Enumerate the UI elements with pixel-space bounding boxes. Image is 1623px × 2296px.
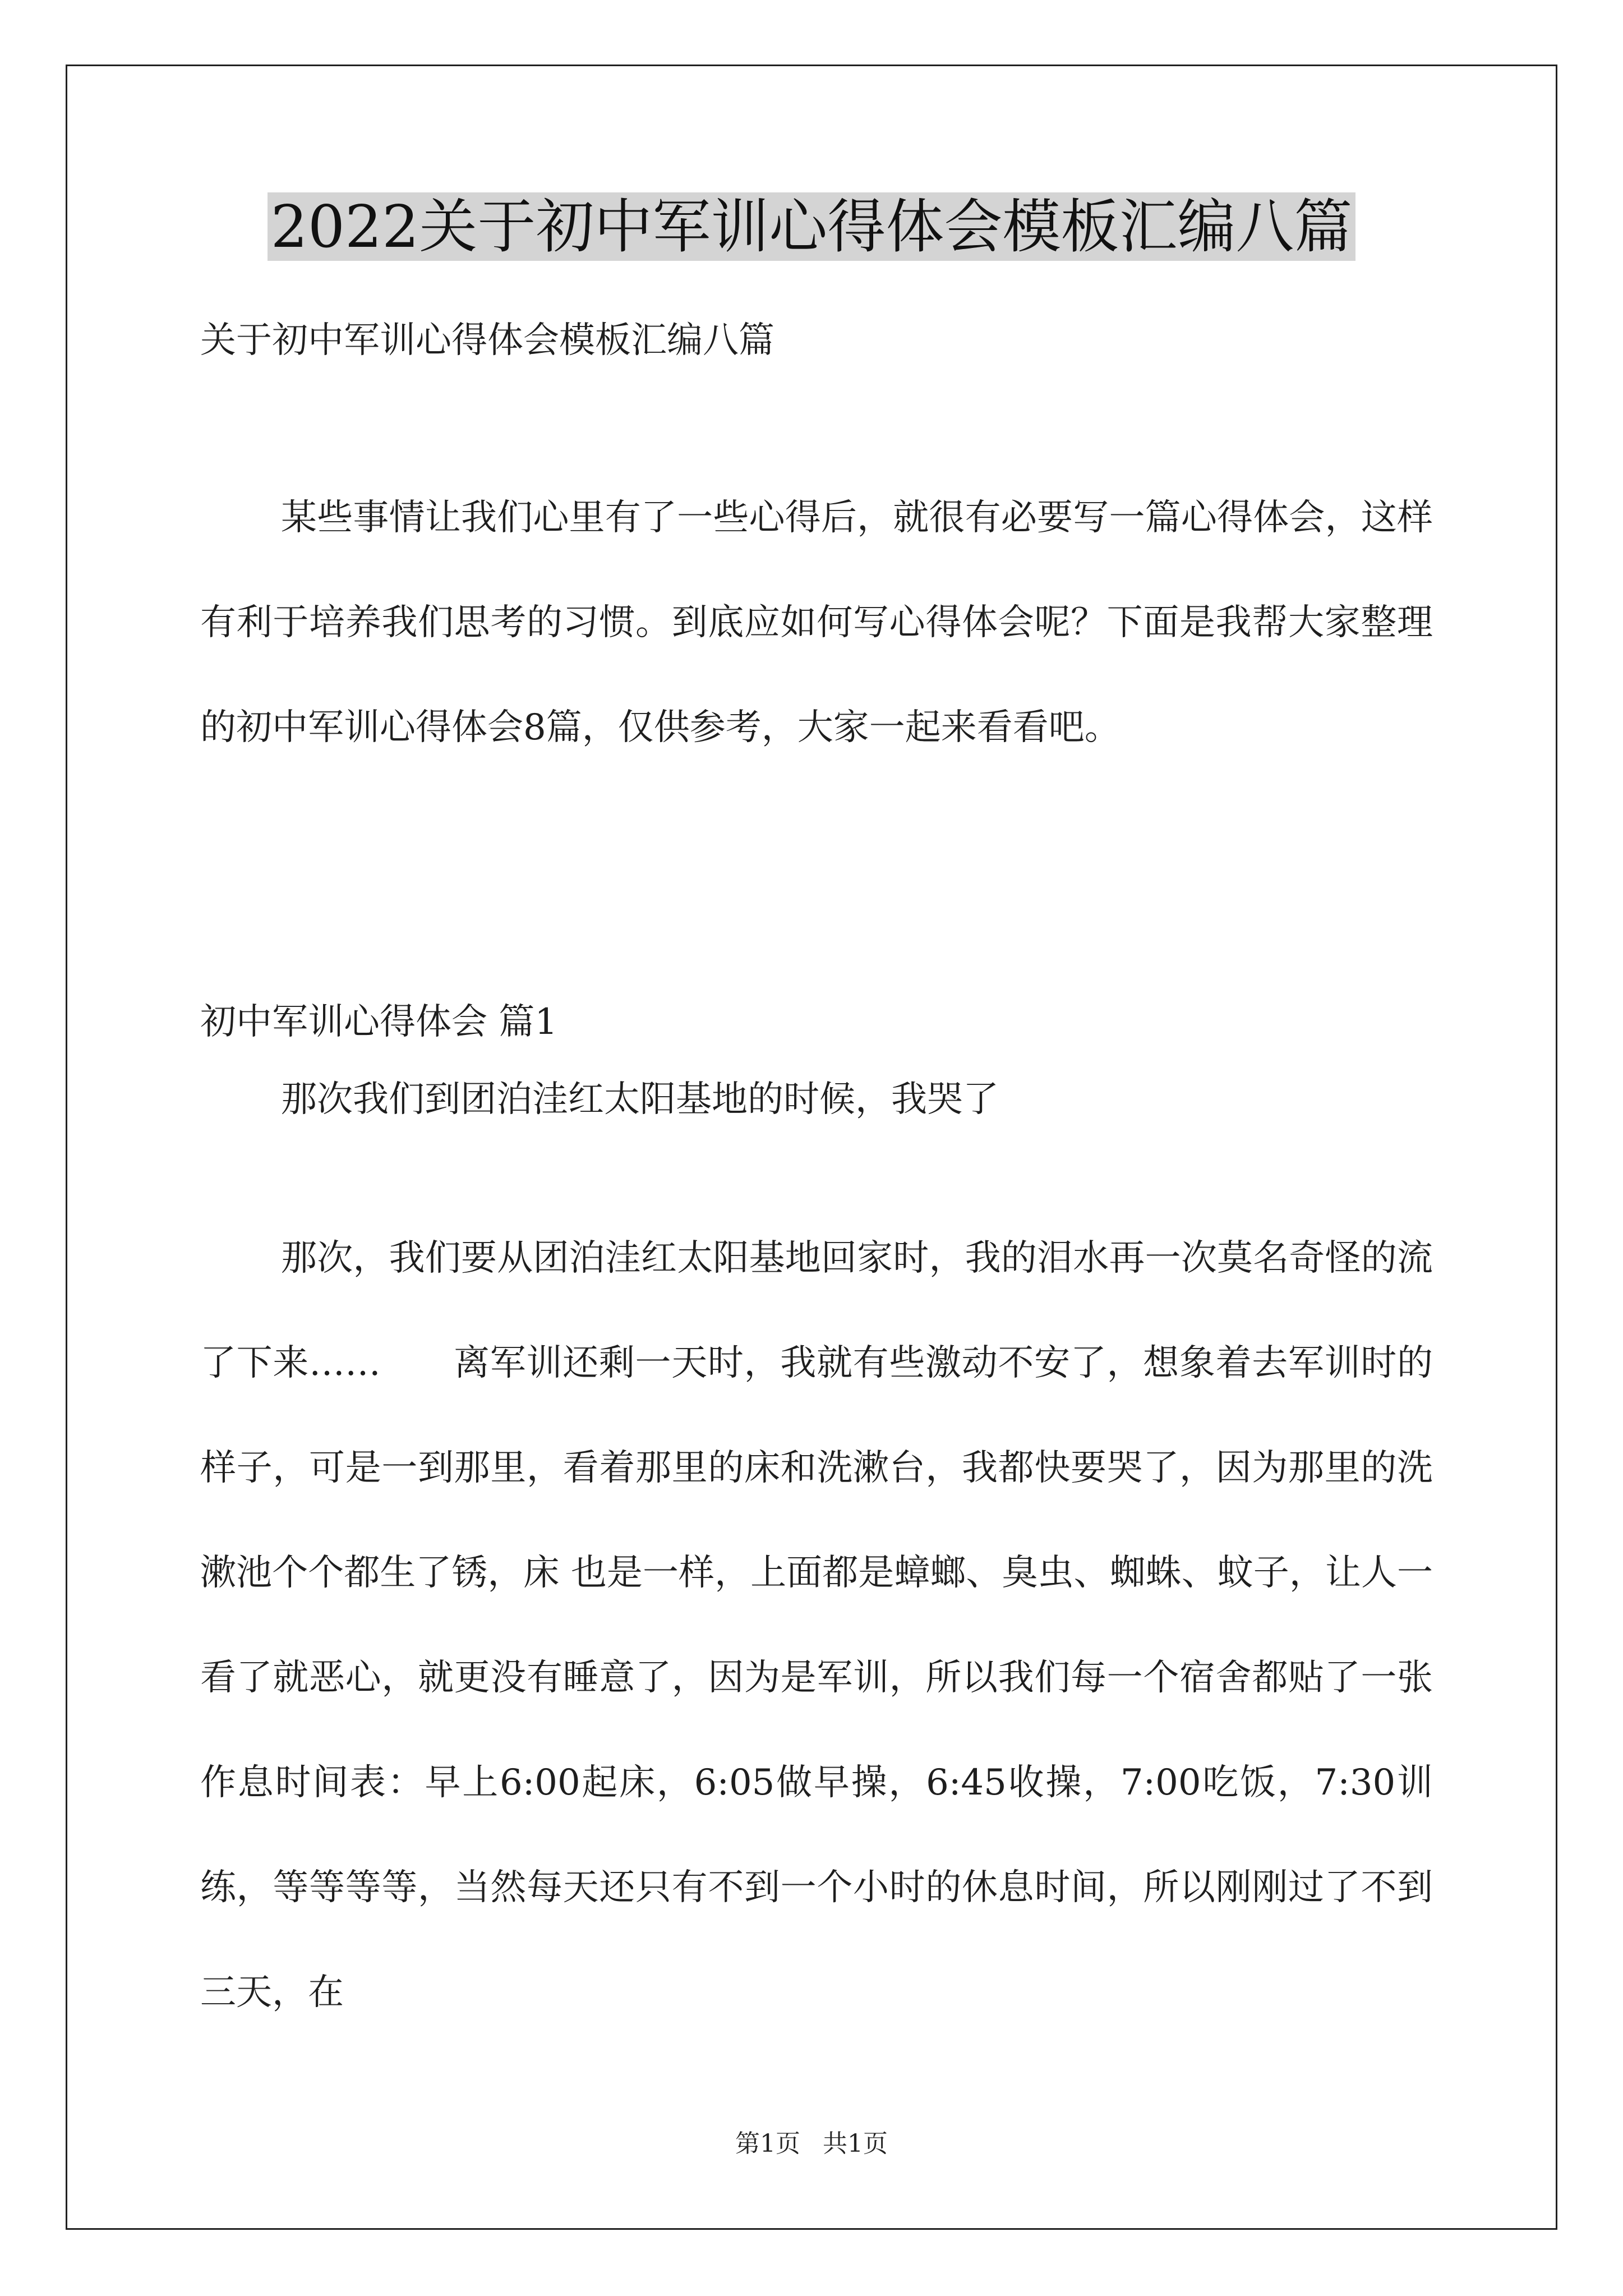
page-number: 第1页 [735,2129,800,2158]
page-footer [0,2123,1623,2159]
body-paragraph: 那次我们到团泊洼红太阳基地的时候，我哭了 [281,1079,999,1120]
document-title [0,194,1623,261]
page-total: 共1页 [823,2129,888,2158]
document-subtitle: 关于初中军训心得体会模板汇编八篇 [200,320,774,361]
intro-paragraph: 某些事情让我们心里有了一些心得后，就很有必要写一篇心得体会，这样有利于培养我们思考的习惯。到底应如何写心得体会呢？下面是我帮大家整理的初中军训心得体会8篇，仅供参考，大家一起来看看吧。 [200,497,1433,748]
section-heading: 初中军训心得体会 篇1 [200,1001,558,1043]
body-paragraph: 那次，我们要从团泊洼红太阳基地回家时，我的泪水再一次莫名奇怪的流了下来…… 离军训还剩一天时，我就有些激动不安了，想象着去军训时的样子，可是一到那里，看着那里的床和洗漱台，我都快要哭了，因为那里的洗漱池个个都生了锈，床 也是一样，上面都是蟑螂、臭虫、蜘蛛、蚊子，让人一看了就恶心，就更没有睡意了，因为是军训，所以我们每一个宿舍都贴了一张作息时间表：早上6:00起床，6:05做早操，6:45收操，7:00吃饭，7:30训练，等等等等，当然每天还只有不到一个小时的休息时间，所以刚刚过了不到三天，在 [200,1237,1433,2013]
document-title-text: 2022关于初中军训心得体会模板汇编八篇 [268,192,1356,261]
